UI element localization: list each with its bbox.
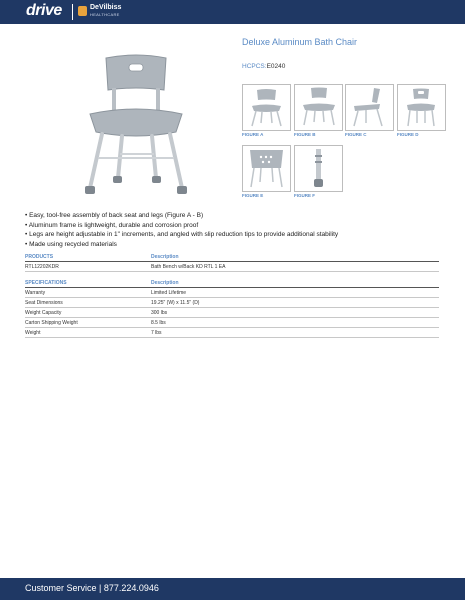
hcpcs-code xyxy=(242,63,285,70)
drive-logo: drive xyxy=(26,2,62,19)
logo-divider xyxy=(72,4,73,20)
figure-c-caption: FIGURE C xyxy=(345,132,367,137)
spec-label: Weight Capacity xyxy=(25,308,151,318)
devilbiss-logo: DeVilbiss xyxy=(90,4,122,11)
figure-a-thumbnail xyxy=(242,84,291,131)
table-row xyxy=(25,262,439,272)
feature-item: • Easy, tool-free assembly of back seat and legs (Figure A - B) xyxy=(25,211,445,221)
devilbiss-logo-sub: HEALTHCARE xyxy=(90,12,120,17)
table-row xyxy=(25,318,439,328)
description-header: Description xyxy=(151,252,439,262)
feature-item: • Made using recycled materials xyxy=(25,240,445,250)
bath-chair-hero-image xyxy=(66,50,206,200)
products-table xyxy=(25,252,439,272)
figure-e-caption: FIGURE E xyxy=(242,193,264,198)
figure-b-chair-image xyxy=(295,85,342,130)
spec-value: 19.25" (W) x 11.5" (D) xyxy=(151,298,439,308)
product-description: Bath Bench w/Back KD RTL 1 EA xyxy=(151,262,439,272)
specs-header-row xyxy=(25,278,439,288)
table-row xyxy=(25,328,439,338)
header-bar xyxy=(0,0,465,24)
description-header: Description xyxy=(151,278,439,288)
table-row xyxy=(25,308,439,318)
specifications-table xyxy=(25,278,439,338)
table-row xyxy=(25,298,439,308)
feature-list xyxy=(25,211,445,249)
product-title: Deluxe Aluminum Bath Chair xyxy=(242,37,358,47)
hcpcs-value: E0240 xyxy=(266,63,286,70)
figure-f-leg-image xyxy=(295,146,342,191)
figure-d-caption: FIGURE D xyxy=(397,132,419,137)
spec-value: 300 lbs xyxy=(151,308,439,318)
products-header: PRODUCTS xyxy=(25,252,151,262)
spec-value: 7 lbs xyxy=(151,328,439,338)
figure-d-thumbnail xyxy=(397,84,446,131)
figure-b-thumbnail xyxy=(294,84,343,131)
figure-e-thumbnail xyxy=(242,145,291,192)
feature-item: • Aluminum frame is lightweight, durable and corrosion proof xyxy=(25,221,445,231)
figure-b-caption: FIGURE B xyxy=(294,132,316,137)
hcpcs-label: HCPCS: xyxy=(242,63,267,70)
figure-e-chair-image xyxy=(243,146,290,191)
figure-c-chair-image xyxy=(346,85,393,130)
spec-label: Weight xyxy=(25,328,151,338)
figure-c-thumbnail xyxy=(345,84,394,131)
spec-label: Carton Shipping Weight xyxy=(25,318,151,328)
figure-f-thumbnail xyxy=(294,145,343,192)
figure-a-chair-image xyxy=(243,85,290,130)
specifications-header: SPECIFICATIONS xyxy=(25,278,151,288)
devilbiss-logo-mark xyxy=(78,6,87,16)
spec-label: Seat Dimensions xyxy=(25,298,151,308)
customer-service-text: Customer Service | 877.224.0946 xyxy=(25,583,159,593)
feature-item: • Legs are height adjustable in 1" increments, and angled with slip reduction tips to provide additional stability xyxy=(25,230,445,240)
spec-value: 8.5 lbs xyxy=(151,318,439,328)
table-row xyxy=(25,288,439,298)
product-code: RTL12202KDR xyxy=(25,262,151,272)
spec-value: Limited Lifetime xyxy=(151,288,439,298)
products-header-row xyxy=(25,252,439,262)
footer-bar xyxy=(0,578,465,600)
figure-f-caption: FIGURE F xyxy=(294,193,315,198)
figure-a-caption: FIGURE A xyxy=(242,132,264,137)
figure-d-chair-image xyxy=(398,85,445,130)
spec-label: Warranty xyxy=(25,288,151,298)
